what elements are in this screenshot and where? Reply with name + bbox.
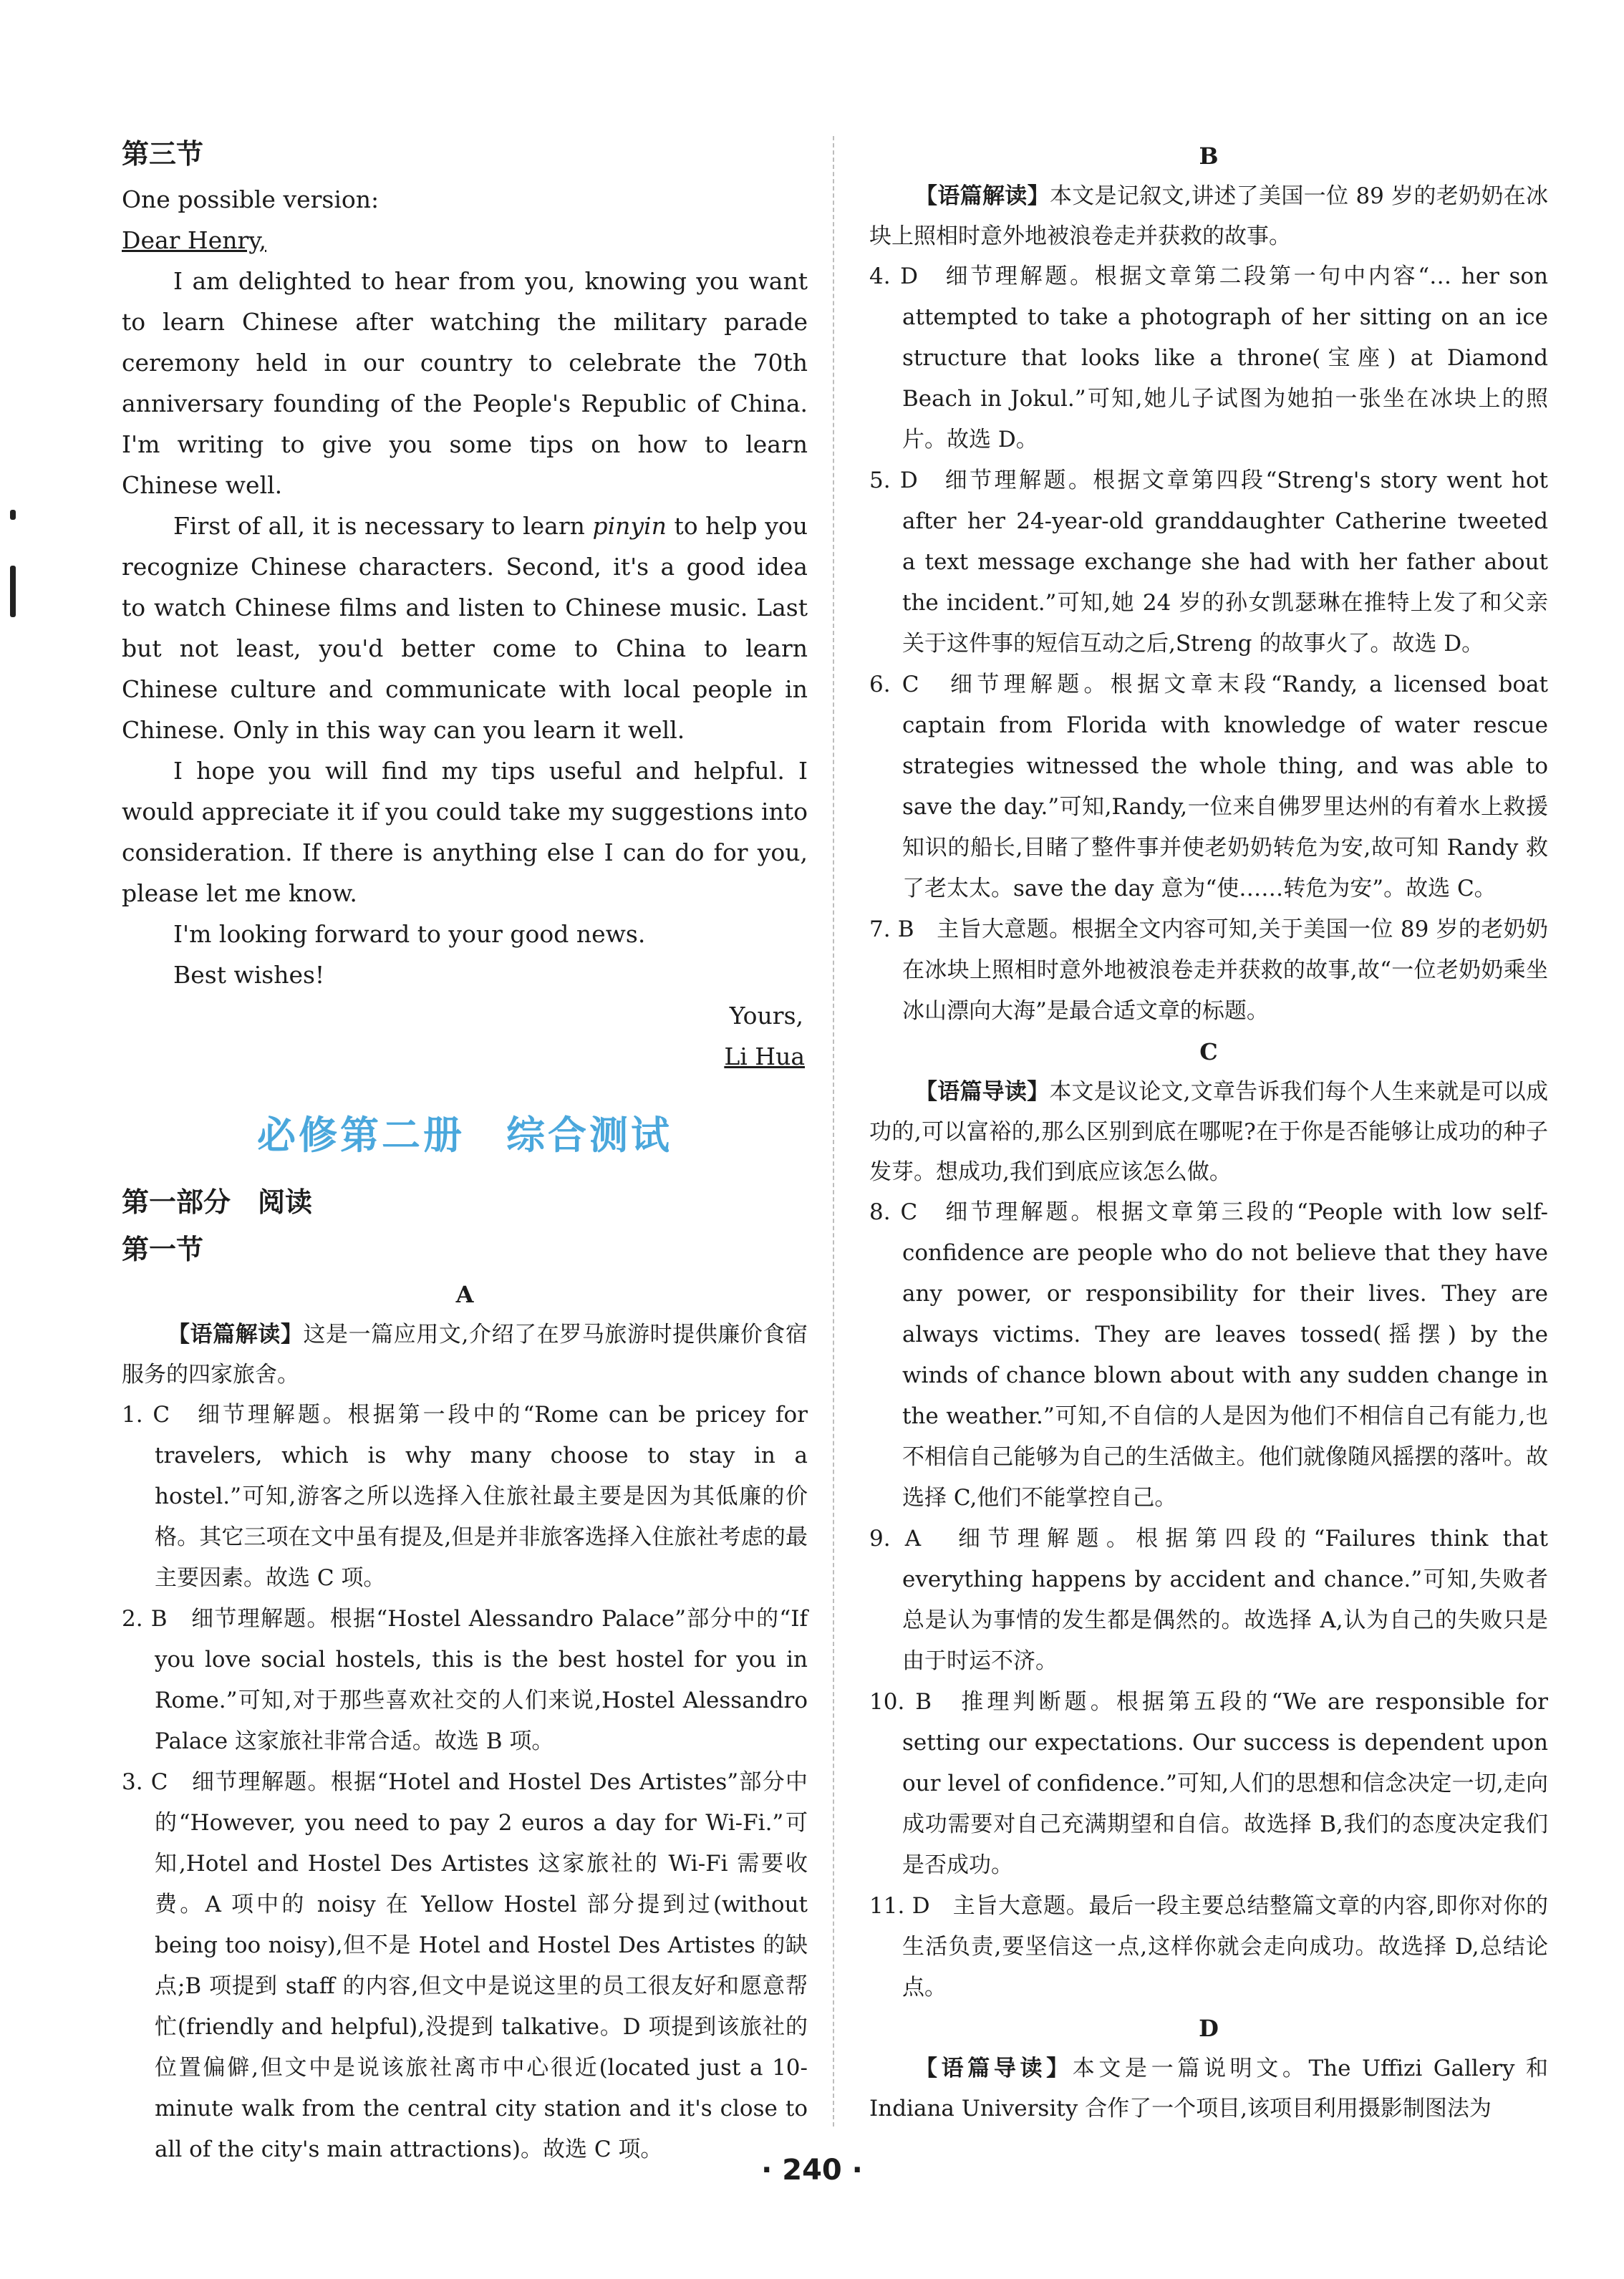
passage-a-label: A — [455, 1281, 474, 1308]
part1-heading: 第一部分 阅读 — [122, 1186, 313, 1218]
passage-d-intro: 【语篇导读】本文是一篇说明文。The Uffizi Gallery 和 Indiana University 合作了一个项目,该项目利用摄影制图法为 — [869, 2056, 1548, 2121]
answer-item: 4. D 细节理解题。根据文章第二段第一句中内容“… her son attempted to take a photograph of her sitting on an ice structure that looks like a throne(宝座) at Diamond Beach in Jokul.”可知,她儿子试图为她拍一张坐在冰块上的照片。故选 D。 — [869, 263, 1548, 453]
pinyin-emphasis: pinyin — [592, 512, 667, 540]
passage-a-intro: 【语篇解读】这是一篇应用文,介绍了在罗马旅游时提供廉价食宿服务的四家旅舍。 — [122, 1322, 808, 1388]
letter-para-2: First of all, it is necessary to learn pinyin to help you recognize Chinese characters. Second, it's a good idea to watch Chinese films and listen to Chinese music. Last but not least, you'd better come to China to learn Chinese culture and communicate with local people in Chinese. Only in this way can you learn it well. — [122, 512, 808, 744]
letter-para-4: I'm looking forward to your good news. — [173, 920, 646, 948]
left-column — [122, 129, 808, 2170]
version-label: One possible version: — [122, 185, 380, 213]
signature-name: Li Hua — [724, 1042, 805, 1070]
letter-para-3: I hope you will find my tips useful and helpful. I would appreciate it if you could take my suggestions into consideration. If there is anything else I can do for you, please let me know. — [122, 757, 808, 907]
answer-item: 8. C 细节理解题。根据文章第三段的“People with low self-confidence are people who do not believe that they have any power, or responsibility for their lives. They are always victims. They are leaves tossed(摇摆) by the winds of chance blown about with any sudden change in the weather.”可知,不自信的人是因为他们不相信自己有能力,也不相信自己能够为自己的生活做主。他们就像随风摇摆的落叶。故选择 C,他们不能掌控自己。 — [869, 1199, 1548, 1511]
binding-mark-large — [10, 566, 16, 617]
passage-c-label: C — [1199, 1038, 1218, 1065]
passage-d-label: D — [1199, 2015, 1219, 2042]
signature-yours: Yours, — [729, 1002, 803, 1030]
salutation: Dear Henry, — [122, 226, 267, 254]
answer-item: 10. B 推理判断题。根据第五段的“We are responsible for setting our expectations. Our success is dependent upon our level of confidence.”可知,人们的思想和信念决定一切,走向成功需要对自己充满期望和自信。故选择 B,我们的态度决定我们是否成功。 — [869, 1689, 1548, 1878]
answer-item: 3. C 细节理解题。根据“Hotel and Hostel Des Artistes”部分中的“However, you need to pay 2 euros a day for Wi-Fi.”可知,Hotel and Hostel Des Artistes 这家旅社的 Wi-Fi 需要收费。A 项中的 noisy 在 Yellow Hostel 部分提到过(without being too noisy),但不是 Hotel and Hostel Des Artistes 的缺点;B 项提到 staff 的内容,但文中是说这里的员工很友好和愿意帮忙(friendly and helpful),没提到 talkative。D 项提到该旅社的位置偏僻,但文中是说该旅社离市中心很近(located just a 10-minute walk from the central city station and it's close to all of the city's main attractions)。故选 C 项。 — [122, 1769, 808, 2162]
section3-heading: 第三节 — [122, 138, 204, 170]
passage-c-intro: 【语篇导读】本文是议论文,文章告诉我们每个人生来就是可以成功的,可以富裕的,那么区别到底在哪呢?在于你是否能够让成功的种子发芽。想成功,我们到底应该怎么做。 — [869, 1079, 1549, 1185]
binding-mark-small — [10, 510, 16, 520]
answer-item: 11. D 主旨大意题。最后一段主要总结整篇文章的内容,即你对你的生活负责,要坚信这一点,这样你就会走向成功。故选择 D,总结论点。 — [869, 1893, 1548, 2000]
answer-item: 6. C 细节理解题。根据文章末段“Randy, a licensed boat captain from Florida with knowledge of water rescue strategies witnessed the whole thing, and was able to save the day.”可知,Randy,一位来自佛罗里达州的有着水上救援知识的船长,目睹了整件事并使老奶奶转危为安,故可知 Randy 救了老太太。save the day 意为“使……转危为安”。故选 C。 — [869, 672, 1548, 901]
test-title: 必修第二册 综合测试 — [257, 1112, 672, 1158]
answer-item: 2. B 细节理解题。根据“Hostel Alessandro Palace”部分中的“If you love social hostels, this is the best hostel for you in Rome.”可知,对于那些喜欢社交的人们来说,Hostel Alessandro Palace 这家旅社非常合适。故选 B 项。 — [122, 1606, 808, 1754]
answer-item: 5. D 细节理解题。根据文章第四段“Streng's story went hot after her 24-year-old granddaughter Catherine tweeted a text message exchange she had with her father about the incident.”可知,她 24 岁的孙女凯瑟琳在推特上发了和父亲关于这件事的短信互动之后,Streng 的故事火了。故选 D。 — [869, 468, 1548, 657]
letter-para-1: I am delighted to hear from you, knowing you want to learn Chinese after watching the military parade ceremony held in our country to celebrate the 70th anniversary founding of the People's Republic of China. I'm writing to give you some tips on how to learn Chinese well. — [122, 267, 808, 499]
column-divider — [833, 136, 834, 2126]
letter-closing: Best wishes! — [173, 961, 325, 989]
passage-b-label: B — [1199, 142, 1219, 170]
right-column — [869, 136, 1548, 2129]
passage-b-intro: 【语篇解读】本文是记叙文,讲述了美国一位 89 岁的老奶奶在冰块上照相时意外地被浪卷走并获救的故事。 — [869, 183, 1549, 249]
answer-item: 1. C 细节理解题。根据第一段中的“Rome can be pricey for travelers, which is why many choose to stay in a hostel.”可知,游客之所以选择入住旅社最主要是因为其低廉的价格。其它三项在文中虽有提及,但是并非旅客选择入住旅社考虑的最主要因素。故选 C 项。 — [122, 1402, 808, 1591]
section1-heading: 第一节 — [122, 1234, 204, 1265]
page-number: · 240 · — [761, 2154, 863, 2187]
answer-item: 7. B 主旨大意题。根据全文内容可知,关于美国一位 89 岁的老奶奶在冰块上照相时意外地被浪卷走并获救的故事,故“一位老奶奶乘坐冰山漂向大海”是最合适文章的标题。 — [869, 916, 1548, 1024]
answer-item: 9. A 细节理解题。根据第四段的“Failures think that everything happens by accident and chance.”可知,失败者总是认为事情的发生都是偶然的。故选择 A,认为自己的失败只是由于时运不济。 — [869, 1526, 1548, 1674]
